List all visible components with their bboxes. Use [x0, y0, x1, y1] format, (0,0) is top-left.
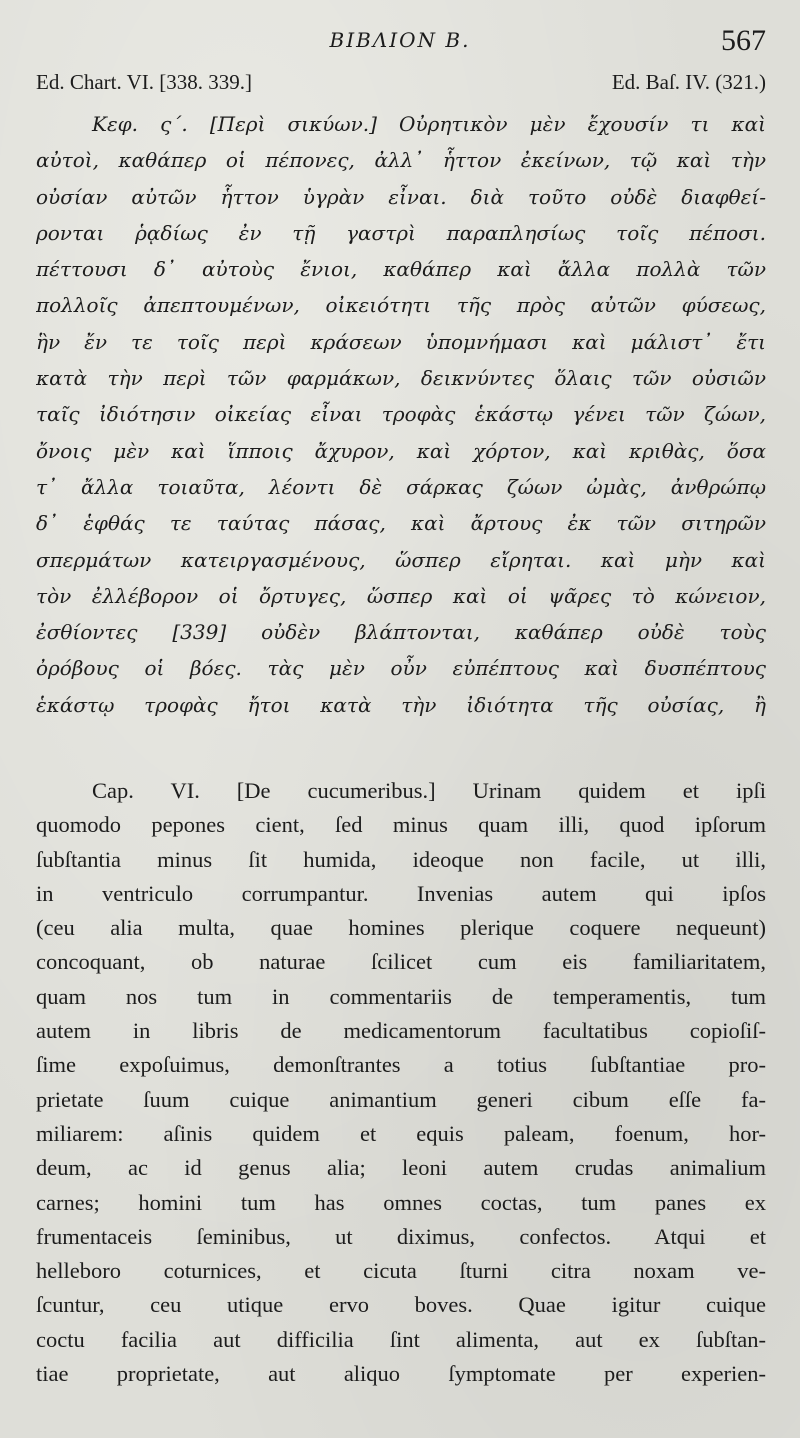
greek-line: πέττουσι δ᾽ αὐτοὺς ἔνιοι, καθάπερ καὶ ἄλλα πολλὰ τῶν [36, 257, 766, 282]
latin-line: Cap. VI. [De cucumeribus.] Urinam quidem et ipſi [92, 778, 766, 803]
latin-line: miliarem: aſinis quidem et equis paleam, foenum, hor- [36, 1120, 766, 1146]
greek-line: κατὰ τὴν περὶ τῶν φαρμάκων, δεικνύντες ὅλαις τῶν οὐσιῶν [36, 366, 766, 391]
latin-line: coctu facilia aut difficilia ſint alimenta, aut ex ſubſtan- [36, 1326, 766, 1352]
latin-line: helleboro coturnices, et cicuta ſturni citra noxam ve- [36, 1258, 766, 1284]
greek-line: Κεφ. ς΄. [Περὶ σικύων.] Οὐρητικὸν μὲν ἔχουσίν τι καὶ [92, 112, 766, 136]
greek-line: ἐσθίοντες [339] οὐδὲν βλάπτονται, καθάπερ οὐδὲ τοὺς [36, 620, 766, 645]
page-number: 567 [721, 24, 766, 57]
latin-line: prietate ſuum cuique animantium generi cibum eſſe fa- [36, 1086, 766, 1112]
edition-reference-right: Ed. Baſ. IV. (321.) [611, 70, 766, 94]
greek-line: ὀρόβους οἱ βόες. τὰς μὲν οὖν εὐπέπτους καὶ δυσπέπτους [36, 656, 766, 681]
latin-line: quam nos tum in commentariis de temperamentis, tum [36, 983, 766, 1009]
greek-line: ταῖς ἰδιότησιν οἰκείας εἶναι τροφὰς ἑκάστῳ γένει τῶν ζώων, [36, 402, 766, 427]
latin-line: autem in libris de medicamentorum facultatibus copioſiſ- [36, 1018, 766, 1044]
greek-text-block [36, 106, 766, 723]
greek-line: τὸν ἐλλέβορον οἱ ὄρτυγες, ὥσπερ καὶ οἱ ψᾶρες τὸ κώνειον, [36, 583, 766, 608]
greek-line: δ᾽ ἑφθάς τε ταύτας πάσας, καὶ ἄρτους ἐκ τῶν σιτηρῶν [36, 511, 766, 536]
latin-line: deum, ac id genus alia; leoni autem crudas animalium [36, 1155, 766, 1181]
edition-reference-line [36, 70, 766, 100]
greek-line: σπερμάτων κατειργασμένους, ὥσπερ εἴρηται. καὶ μὴν καὶ [36, 547, 766, 572]
greek-line: αὐτοὶ, καθάπερ οἱ πέπονες, ἀλλ᾽ ἧττον ἐκείνων, τῷ καὶ τὴν [36, 148, 766, 173]
latin-line: (ceu alia multa, quae homines plerique coquere nequeunt) [36, 915, 766, 941]
greek-line: οὐσίαν αὐτῶν ἧττον ὑγρὰν εἶναι. διὰ τοῦτο οὐδὲ διαφθεί- [36, 184, 766, 209]
greek-line: ὄνοις μὲν καὶ ἵπποις ἄχυρον, καὶ χόρτον, καὶ κριθὰς, ὅσα [36, 438, 766, 463]
latin-line: in ventriculo corrumpantur. Invenias autem qui ipſos [36, 880, 766, 906]
latin-line: frumentaceis ſeminibus, ut diximus, confectos. Atqui et [36, 1223, 766, 1249]
latin-line: ſime expoſuimus, demonſtrantes a totius ſubſtantiae pro- [36, 1052, 766, 1078]
greek-line: πολλοῖς ἀπεπτουμένων, οἰκειότητι τῆς πρὸς αὐτῶν φύσεως, [36, 293, 766, 318]
greek-line: ρονται ῥᾳδίως ἐν τῇ γαστρὶ παραπλησίως τοῖς πέποσι. [36, 220, 766, 245]
latin-line: tiae proprietate, aut aliquo ſymptomate per experien- [36, 1361, 766, 1387]
latin-line: ſcuntur, ceu utique ervo boves. Quae igitur cuique [36, 1292, 766, 1318]
latin-line: ſubſtantia minus ſit humida, ideoque non facile, ut illi, [36, 846, 766, 872]
greek-line: ἣν ἔν τε τοῖς περὶ κράσεων ὑπομνήμασι καὶ μάλιστ᾽ ἔτι [36, 329, 766, 354]
latin-line: carnes; homini tum has omnes coctas, tum panes ex [36, 1189, 766, 1215]
greek-line: τ᾽ ἄλλα τοιαῦτα, λέοντι δὲ σάρκας ζώων ὠμὰς, ἀνθρώπῳ [36, 474, 766, 499]
running-title: ΒΙΒΛΙΟΝ Β. [329, 28, 471, 52]
edition-reference-left: Ed. Chart. VI. [338. 339.] [36, 70, 252, 94]
latin-line: quomodo pepones cient, ſed minus quam illi, quod ipſorum [36, 812, 766, 838]
latin-text-block [36, 774, 766, 1391]
latin-line: concoquant, ob naturae ſcilicet cum eis familiaritatem, [36, 949, 766, 975]
greek-line: ἑκάστῳ τροφὰς ἤτοι κατὰ τὴν ἰδιότητα τῆς οὐσίας, ἢ [36, 692, 766, 717]
